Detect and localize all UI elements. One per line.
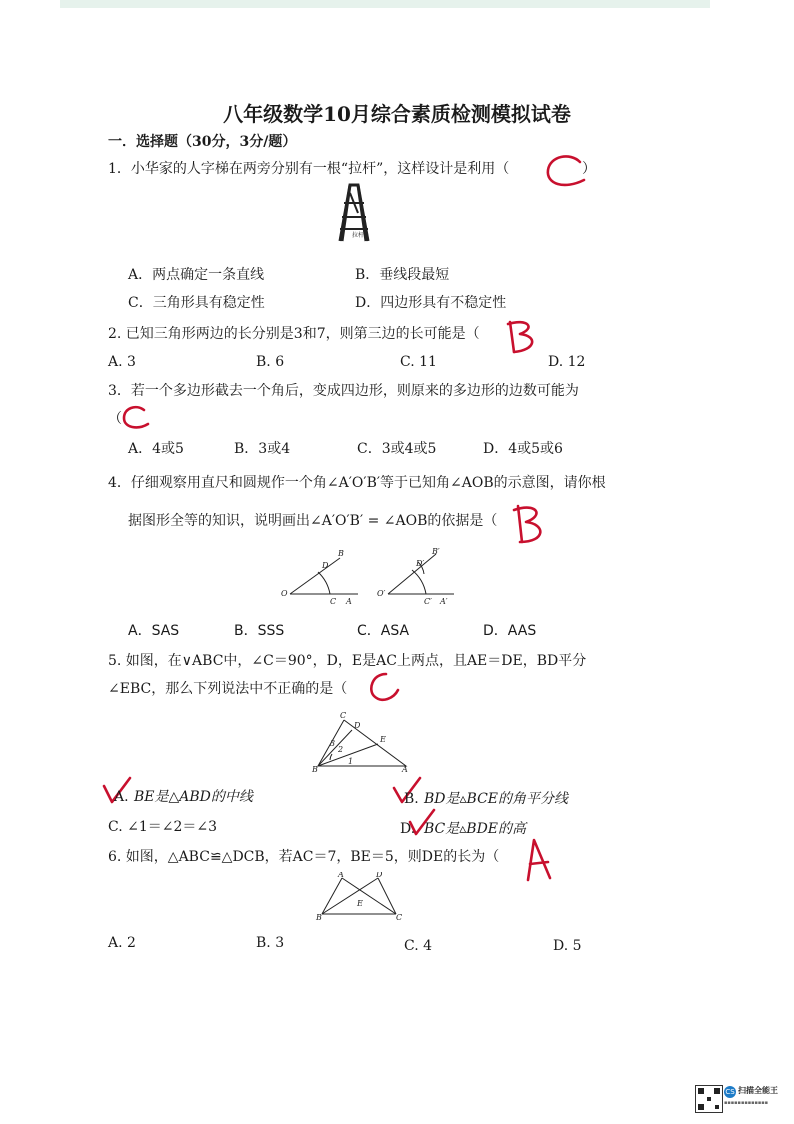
q5-option-c: C. ∠1＝∠2＝∠3 [108,819,218,835]
q5-stem-line1: 5. 如图，在∨ABC中，∠C＝90°，D，E是AC上两点，且AE＝DE，BD平分 [108,653,587,669]
q3-option-a: A．4或5 [128,441,184,457]
q6-fig-label: E [357,899,363,908]
q5-fig-label: D [354,721,361,730]
q6-option-a: A. 2 [108,935,136,951]
section-heading: 一．选择题（30分，3分/题） [108,134,297,150]
q2-option-c: C. 11 [400,354,437,370]
q4-stem-line2: 据图形全等的知识，说明画出∠A′O′B′ = ∠AOB的依据是（ [128,513,498,529]
q6-stem: 6. 如图，△ABC≌△DCB，若AC＝7，BE＝5，则DE的长为（ [108,849,500,865]
q4-fig-label: A [346,597,352,606]
q1-option-c: C．三角形具有稳定性 [128,295,265,311]
q6-option-d: D. 5 [553,938,582,954]
q5-option-a: BE是△ABD的中线 [134,789,253,805]
q6-option-c: C. 4 [404,938,433,954]
q5-triangle-figure [310,710,414,772]
q1-stem: 1．小华家的人字梯在两旁分别有一根“拉杆”，这样设计是利用（ [108,161,510,177]
page-title: 八年级数学10月综合素质检测模拟试卷 [223,102,571,126]
q3-option-c: C．3或4或5 [357,441,437,457]
q3-paren: （ [108,411,122,427]
q4-fig-label: B [338,549,344,558]
q6-fig-label: C [396,913,403,920]
q5-fig-label: A [402,765,408,772]
q5-option-d: BC是▵BDE的高 [424,821,527,837]
q4-fig-label: O [281,589,288,598]
q5-option-d-letter: D. [400,821,416,837]
q4-fig-label: C [330,597,337,606]
q1-option-a: A．两点确定一条直线 [128,267,265,283]
q4-option-a: A．SAS [128,623,180,639]
q4-answer-mark [508,500,550,548]
q1-option-d: D．四边形具有不稳定性 [355,295,507,311]
q4-fig-label: B′ [432,548,440,556]
q4-fig-label: O′ [377,589,386,598]
q3-option-b: B．3或4 [234,441,291,457]
q5-answer-mark [364,668,404,706]
q5-option-a-letter: A. [114,789,129,805]
q4-fig-label: D [322,561,329,570]
q2-answer-mark [502,316,542,356]
scanner-app-name: 扫描全能王 [738,1086,778,1095]
q6-fig-label: B [316,913,322,920]
q6-option-b: B. 3 [256,935,285,951]
scanner-logo-icon: CS [725,1088,735,1096]
q4-option-c: C．ASA [357,623,410,639]
q4-stem-line1: 4．仔细观察用直尺和圆规作一个角∠A′O′B′等于已知角∠AOB的示意图，请你根 [108,475,606,491]
q4-fig-label: C′ [424,597,432,606]
q1-close-paren: ） [582,161,596,177]
q4-compass-figure [278,548,458,610]
q5-fig-label: 2 [338,745,344,754]
q5-option-b: BD是▵BCE的角平分线 [424,791,569,807]
q4-option-d: D．AAS [483,623,537,639]
q5-stem-line2: ∠EBC，那么下列说法中不正确的是（ [108,681,348,697]
q5-fig-label: E [380,735,386,744]
q1-answer-mark [540,150,590,194]
q6-answer-mark [518,834,558,884]
scanner-subtext: ▪▪▪▪▪▪▪▪▪▪▪▪▪ [724,1100,769,1106]
q5-fig-label: 1 [348,757,354,766]
q6-fig-label: A [338,872,344,879]
q2-option-a: A. 3 [108,354,136,370]
q4-fig-label: D′ [416,559,425,568]
q5-fig-label: 3 [330,739,336,748]
q2-option-b: B. 6 [256,354,285,370]
q1-option-b: B．垂线段最短 [355,267,450,283]
q1-figure-label: 拉杆 [352,232,365,239]
q6-fig-label: D [376,872,383,879]
qr-code-icon [695,1085,723,1113]
q6-triangle-figure [314,872,404,920]
q4-fig-label: A′ [440,597,448,606]
q3-option-d: D．4或5或6 [483,441,563,457]
q5-fig-label: C [340,711,347,720]
q2-option-d: D. 12 [548,354,586,370]
q3-answer-mark [118,402,154,434]
q5-fig-label: B [312,765,318,772]
q2-stem: 2. 已知三角形两边的长分别是3和7，则第三边的长可能是（ [108,326,480,342]
scan-top-band [60,0,710,8]
q3-stem: 3．若一个多边形截去一个角后，变成四边形，则原来的多边形的边数可能为 [108,383,579,399]
q5-option-b-letter: B. [404,791,419,807]
q4-option-b: B．SSS [234,623,285,639]
